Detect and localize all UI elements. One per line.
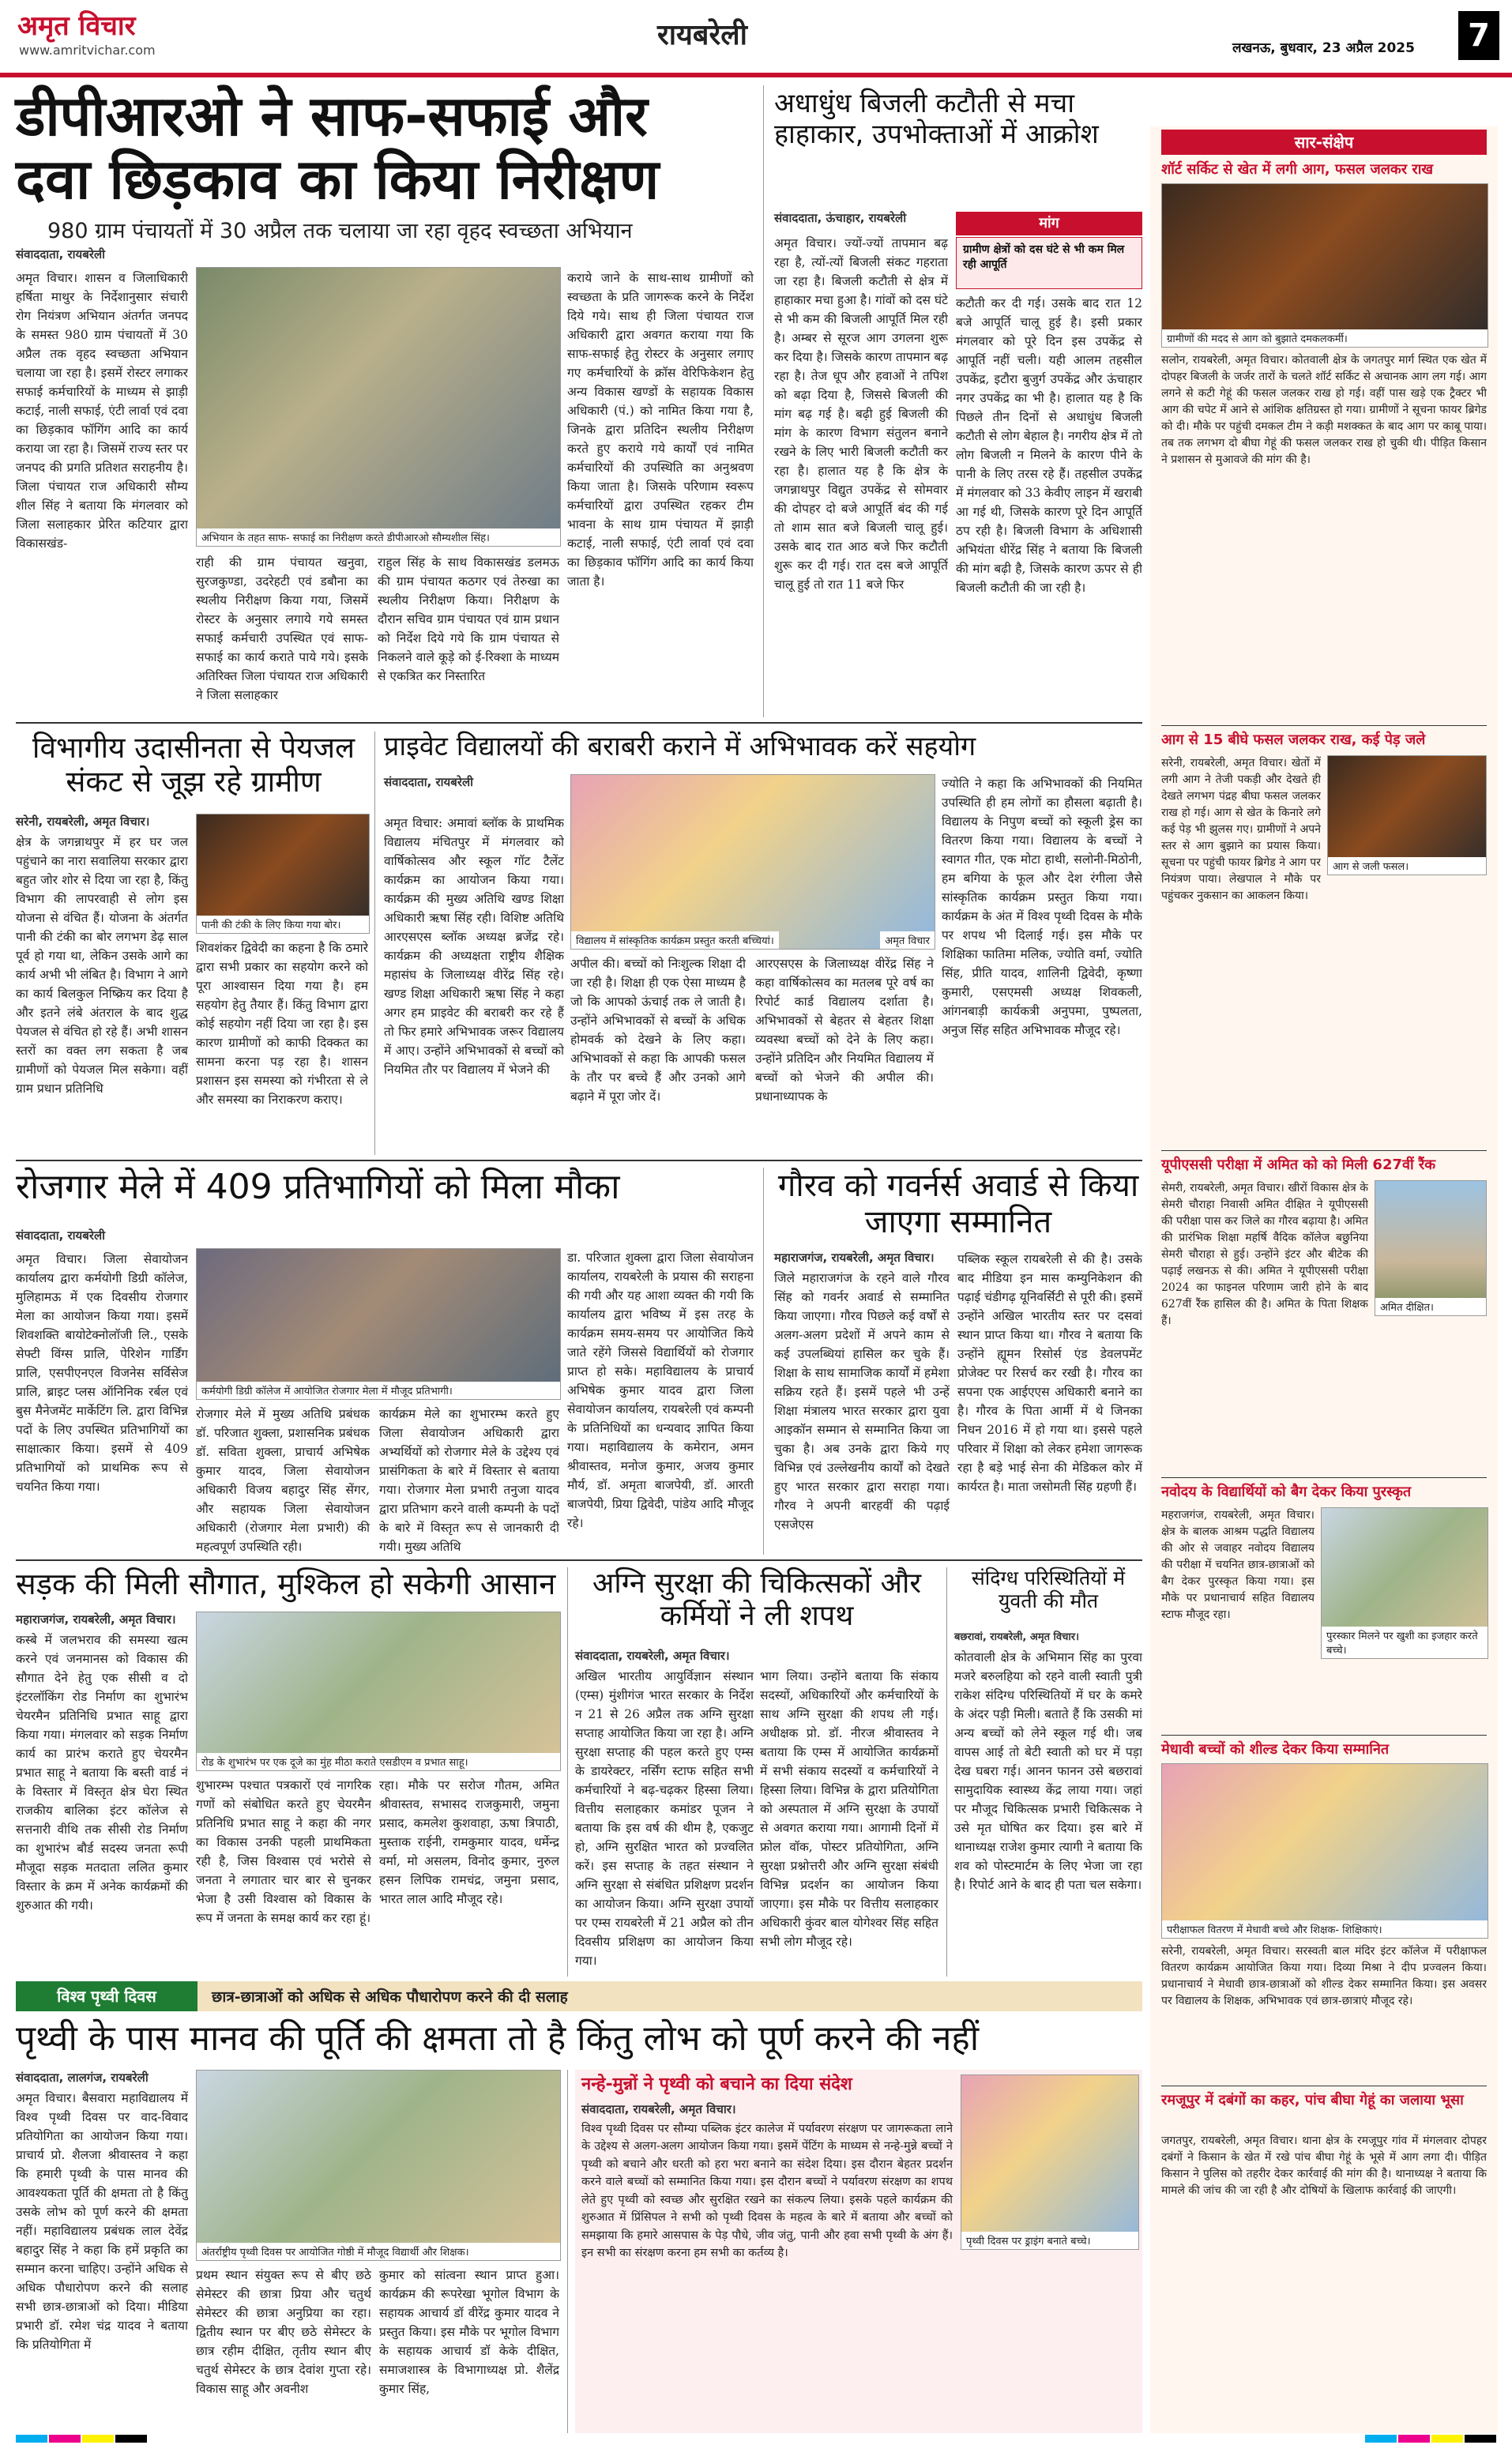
road-col-2: शुभारम्भ पश्चात पत्रकारों एवं नागरिक गणों को संबोधित करते हुए चेयरमैन प्रतिनिधि प्रभात साहू ने कहा की नगर का विकास उनकी पहली प्राथमिकता रही है, जिस विश्वास एवं भरोसे से जनता ने लगातार चार बार से चुनकर भेजा है उसी विश्वास को विकास के रूप में जनता के समक्ष कार्य कर रहा हूं।: [196, 1778, 371, 1926]
death-byline: बछरावां, रायबरेली, अमृत विचार।: [954, 1631, 1079, 1643]
column-divider: [567, 2070, 568, 2433]
fire-headline: अग्नि सुरक्षा की चिकित्सकों और कर्मियों ने ली शपथ: [592, 1567, 922, 1633]
jobs-col-2: रोजगार मेले में मुख्य अतिथि प्रबंधक डॉ. परिजात शुक्ला, प्रशासनिक प्रबंधक डॉ. सविता शुक्ला, प्राचार्य अभिषेक कुमार यादव, जिला सेवायोजन अधिकारी विजय बहादुर सिंह सेंगर, और सहायक जिला सेवायोजन अधिकारी (रोजगार मेला प्रभारी) की महत्वपूर्ण उपस्थिति रही।: [196, 1407, 370, 1555]
sidebar-story-1-body: सलोन, रायबरेली, अमृत विचार। कोतवाली क्षेत्र के जगतपुर मार्ग स्थित एक खेत में दोपहर बिजली के जर्जर तारों के चलते शॉर्ट सर्किट से अचानक आग लग गई। आग लगने से कटी गेहूं की फसल जलकर राख हो गई। वहीं पास खड़े एक ट्रैक्टर भी आग की चपेट में आने से आंशिक क्षतिग्रस्त हो गया। ग्रामीणों ने सूचना फायर ब्रिगेड को दी। मौके पर पहुंची दमकल टीम ने कड़ी मशक्कत के बाद आग पर काबू पाया। तब तक लगभग दो बीघा गेहूं की फसल जलकर राख हो चुकी थी। पीड़ित किसान ने प्रशासन से मुआवजे की मांग की है।: [1161, 354, 1487, 466]
kids-headline: नन्हे-मुन्नों ने पृथ्वी को बचाने का दिया संदेश: [581, 2074, 852, 2094]
lead-byline: संवाददाता, रायबरेली: [16, 247, 106, 261]
sidebar-divider: [1161, 1735, 1487, 1736]
earth-day-byline: संवाददाता, लालगंज, रायबरेली: [16, 2071, 149, 2085]
road-byline: महाराजगंज, रायबरेली, अमृत विचार।: [16, 1612, 176, 1627]
award-col-2: पब्लिक स्कूल रायबरेली से की है। उसके बाद मीडिया इन मास कम्युनिकेशन की पढ़ाई चंडीगढ़ यूनिवर्सिटी से पूरी की। इसमें उन्होंने अखिल भारतीय स्तर पर दसवां स्थान प्राप्त किया था। गौरव ने बताया कि उन्होंने ह्यूमन रिसोर्स एंड डेवलपमेंट प्रोजेक्ट पर रिसर्च कर रखी है। गौरव का सपना एक आईएएस अधिकारी बनाने का है। गौरव के पिता आर्मी में थे जिनका निधन 2016 में हो गया था। इससे पहले परिवार में शिक्षा को लेकर हमेशा जागरूक रहा है बड़े भाई सेना की मेडिकल कोर में कार्यरत है। माता जसोमती सिंह ग्रहणी हैं।: [957, 1252, 1142, 1495]
sidebar-story-4-headline: नवोदय के विद्यार्थियों को बैग देकर किया पुरस्कृत: [1161, 1484, 1412, 1500]
jobs-col-1: अमृत विचार। जिला सेवायोजन कार्यालय द्वारा कर्मयोगी डिग्री कॉलेज, मुलिहामऊ में एक दिवसीय रोजगार मेला का आयोजन किया गया। इसमें शिवशक्ति बायोटेक्नोलॉजी लि., एसके सेफ्टी विंग्स प्रालि, पेरिशेन गार्डिंग प्रालि, एसपीएनएल विजनेस सर्विसेज प्रालि, ब्राइट प्लस ऑनिनिक रर्बल एवं बुस मैनेजमेंट मार्केटिंग लि. द्वारा विभिन्न पदों के लिए उपस्थित प्रतिभागियों का साक्षात्कार किया। इसमें से 409 प्रतिभागियों को प्राथमिक रूप से चयनित किया गया।: [16, 1252, 188, 1495]
sidebar-story-6-body: जगतपुर, रायबरेली, अमृत विचार। थाना क्षेत्र के रमजूपुर गांव में मंगलवार दोपहर दबंगों ने किसान के खेत में रखे पांच बीघा गेहूं के भूसे में आग लगा दी। पीड़ित किसान ने पुलिस को तहरीर देकर कार्रवाई की मांग की है। थानाध्यक्ष ने बताया कि मामले की जांच की जा रही है और दोषियों के खिलाफ कार्रवाई की जाएगी।: [1161, 2135, 1487, 2197]
water-col-2: शिवशंकर द्विवेदी का कहना है कि ठमारे द्वारा सभी प्रकार का सहयोग करने को पूरा आश्वासन दिया गया है। हम सहयोग हेतु तैयार हैं। किंतु विभाग द्वारा कोई सहयोग नहीं दिया जा रहा है। इस कारण ग्रामीणों को काफी दिक्कत का सामना करना पड़ रहा है। शासन प्रशासन इस समस्या को गंभीरता से ले और समस्या का निराकरण कराए।: [196, 941, 368, 1108]
sidebar-story-2-photo: [1327, 755, 1487, 875]
school-col-1: अमृत विचार: अमावां ब्लॉक के प्राथमिक विद्यालय मंचितपुर में मंगलवार को वार्षिकोत्सव और स्कूल गॉट टैलेंट कार्यक्रम का आयोजन किया गया। कार्यक्रम की मुख्य अतिथि खण्ड शिक्षा अधिकारी ऋषा सिंह रही। विशिष्ट अतिथि आरएसएस ब्लॉक अध्यक्ष ब्रजेंद्र रहे। कार्यक्रम की अध्यक्षता राष्ट्रीय शैक्षिक महासंघ के जिलाध्यक्ष वीरेंद्र सिंह रहे। खण्ड शिक्षा अधिकारी ऋषा सिंह ने कहा अगर हम प्राइवेट की बराबरी कर रहे हैं तो फिर हमारे अभिभावक जरूर विद्यालय में आए। उन्होंने अभिभावकों से बच्चों को नियमित तौर पर विद्यालय में भेजने की: [384, 816, 564, 1078]
sidebar-story-3-photo: [1375, 1180, 1487, 1316]
sidebar-story-1-caption: ग्रामीणों की मदद से आग को बुझाते दमकलकर्मी।: [1162, 329, 1488, 347]
school-photo-credit: अमृत विचार: [880, 931, 935, 949]
sidebar-story-2-body: सरेनी, रायबरेली, अमृत विचार। खेतों में लगी आग ने तेजी पकड़ी और देखते ही देखते लगभग पंद्रह बीघा फसल जलकर राख हो गई। आग से खेत के किनारे लगे कई पेड़ भी झुलस गए। ग्रामीणों ने अपने स्तर से आग बुझाने का प्रयास किया। सूचना पर पहुंची फायर ब्रिगेड ने आग पर नियंत्रण पाया। लेखपाल ने मौके पर पहुंचकर नुकसान का आकलन किया।: [1161, 757, 1321, 902]
earth-day-headline: पृथ्वी के पास मानव की पूर्ति की क्षमता तो है किंतु लोभ को पूर्ण करने की नहीं: [16, 2018, 980, 2059]
road-col-1: कस्बे में जलभराव की समस्या खत्म करने एवं जनमानस को विकास की सौगात देने हेतु एक सीसी व दो इंटरलॉकिंग रोड निर्माण का शुभारंभ चेयरमैन प्रतिनिधि प्रभात साहू द्वारा किया गया। मंगलवार को सड़क निर्माण कार्य का प्रारंभ कराते हुए चेयरमैन प्रभात साहू ने बताया कि बस्ती वार्ड नं के विस्तार में विस्तृत क्षेत्र घेरा स्थित राजकीय बालिका इंटर कॉलेज से सत्तनारी वीथि तक सीसी रोड निर्माण का शुभारंभ बौर्ड सदस्य जनता रूपी मौजूदा सड़क मतदाता ललित कुमार विस्तार के क्रम में अनेक कार्यक्रमों की शुरुआत की गयी।: [16, 1633, 188, 1913]
sidebar-story-1-headline: शॉर्ट सर्किट से खेत में लगी आग, फसल जलकर राख: [1161, 161, 1434, 178]
sidebar-tag: सार-संक्षेप: [1161, 130, 1487, 155]
school-col-2: अपील की। बच्चों को निःशुल्क शिक्षा दी जा रही है। शिक्षा ही एक ऐसा माध्यम है जो कि आपको ऊंचाई तक ले जाती है। उन्होंने अभिभावकों से बच्चों के अधिक होमवर्क को देखने के लिए कहा। अभिभावकों से कहा कि आपकी फसल के तौर पर बच्चे हैं और उनको आगे बढ़ाने में पूरा जोर दें।: [570, 957, 746, 1104]
sidebar-story-4-caption: पुरस्कार मिलने पर खुशी का इजहार करते बच्चे।: [1322, 1627, 1488, 1658]
section-rule: [16, 1160, 1142, 1161]
lead-photo: [196, 267, 561, 547]
lead-col-4: कराये जाने के साथ-साथ ग्रामीणों को स्वच्छता के प्रति जागरूक करने के निर्देश दिये गये। साथ ही जिला पंचायत राज अधिकारी द्वारा अवगत कराया गया कि साफ-सफाई हेतु रोस्टर के अनुसार लगाए गए कर्मचारियों के क्रॉस वेरिफिकेशन हेतु अन्य विकास खण्डों के सहायक विकास अधिकारी (पं.) को नामित किया गया है, जिनके द्वारा प्रतिदिन स्थलीय निरीक्षण करते हुए कराये गये कार्यों एवं नामित कर्मचारियों की उपस्थिति का अनुश्रवण किया जाता है। जिसके परिणाम स्वरूप कर्मचारियों द्वारा उपस्थित रहकर टीम भावना के साथ ग्राम पंचायत में झाड़ी कटाई, नाली सफाई, एंटी लार्वा एवं दवा का छिड़काव फॉगिंग आदि का कार्य किया जाता है।: [567, 271, 754, 589]
kids-photo-caption: पृथ्वी दिवस पर ड्राइंग बनाते बच्चे।: [961, 2232, 1138, 2249]
lead-headline-line2: दवा छिड़काव का किया निरीक्षण: [16, 147, 660, 212]
power-col-1: अमृत विचार। ज्यों-ज्यों तापमान बढ़ रहा है, त्यों-त्यों बिजली संकट गहराता जा रहा है। बिजली कटौती से क्षेत्र में हाहाकार मचा हुआ है। गांवों को दस घंटे से भी कम की बिजली आपूर्ति मिल रही है। अम्बर से सूरज आग उगलना शुरू कर दिया है। जिसके कारण तापमान बढ़ रहा है। तेज धूप और हवाओं ने तपिश को बढ़ा दिया है, जिससे बिजली की मांग बढ़ गई है। बढ़ी हुई बिजली की मांग के कारण विभाग संतुलन बनाने रखने के लिए भारी बिजली कटौती कर रहा है। हालात यह है कि क्षेत्र के जगन्नाथपुर विद्युत उपकेंद्र से सोमवार की दोपहर दो बजे आपूर्ति बंद की गई तो शाम सात बजे बिजली चालू हुई। उसके बाद रात आठ बजे फिर कटौती शुरू कर दी गई। रात दस बजे आपूर्ति चालू हुई तो रात 11 बजे फिर: [774, 236, 948, 592]
jobs-col-3: कार्यक्रम मेले का शुभारम्भ करते हुए जिला सेवायोजन अधिकारी द्वारा अभ्यर्थियों को रोजगार मेले के उद्देश्य एवं प्रासंगिकता के बारे में विस्तार से बताया गया। रोजगार मेला प्रभारी तनुजा यादव द्वारा प्रतिभाग करने वाली कम्पनी के पदों के बारे में विस्तृत रूप से जानकारी दी गयी। मुख्य अतिथि: [379, 1407, 559, 1555]
website-url[interactable]: www.amritvichar.com: [19, 43, 156, 58]
earth-day-photo: [196, 2070, 561, 2261]
print-mark-black: [115, 2435, 147, 2443]
newspaper-logo: अमृत विचार: [17, 10, 136, 42]
death-headline: संदिग्ध परिस्थितियों में युवती की मौत: [971, 1567, 1126, 1612]
award-col-1: जिले महाराजगंज के रहने वाले गौरव सिंह को गवर्नर अवार्ड से सम्मानित किया जाएगा। गौरव पिछले कई वर्षों से अलग-अलग प्रदेशों में अपने काम से कई उपलब्धियां हासिल कर चुके हैं। शिक्षा के साथ सामाजिक कार्यों में हमेशा सक्रिय रहते हैं। इसमें पहले भी उन्हें शिक्षा मंत्रालय भारत सरकार द्वारा युवा आइकॉन सम्मान से सम्मानित किया जा चुका है। अब उनके द्वारा किये गए विभिन्न एवं उल्लेखनीय कार्यों को देखते हुए भारत सरकार द्वारा सराहा गया। गौरव ने अपनी बारहवीं की पढ़ाई एसजेएस: [774, 1271, 950, 1533]
power-col-2: कटौती कर दी गई। उसके बाद रात 12 बजे आपूर्ति चालू हुई है। इसी प्रकार मंगलवार को पूरे दिन इस उपकेंद्र से आपूर्ति नहीं चली। यही आलम तहसील उपकेंद्र, इटौरा बुजुर्ग उपकेंद्र और ऊंचाहार नगर उपकेंद्र का भी है। हालात यह है कि पिछले तीन दिनों से अधाधुंध बिजली कटौती से लोग बेहाल है। नगरीय क्षेत्र में तो लोग बिजली न मिलने के कारण पीने के पानी के लिए तरस रहे हैं। तहसील उपकेंद्र में मंगलवार को 33 केवीए लाइन में खराबी आ गई थी, जिसके कारण पूरे दिन आपूर्ति ठप रही है। बिजली विभाग के अधिशासी अभियंता धीरेंद्र सिंह ने बताया कि बिजली की मांग बढ़ी है, जिसके कारण ऊपर से ही बिजली कटौती की जा रही है।: [956, 296, 1142, 596]
lead-headline-line1: डीपीआरओ ने साफ-सफाई और: [16, 84, 648, 149]
fire-col-2: भाग लिया। उन्होंने बताया कि संकाय सदस्यों, अधिकारियों और कर्मचारियों के साथ अग्नि सुरक्षा की शपथ ली गई। अधीक्षक प्रो. डॉ. नीरज श्रीवास्तव ने बताया कि एम्स में आयोजित कार्यक्रमों में सभी संकाय सदस्यों व कर्मचारियों ने हिस्सा लिया। विभिन्न के द्वारा प्रतियोगिता को अस्पताल में अग्नि सुरक्षा के उपायों से अवगत कराया गया। आगामी दिनों में फ्रोल वॉक, पोस्टर प्रतियोगिता, अग्नि सुरक्षा प्रश्नोत्तरी और अग्नि सुरक्षा संबंधी विभिन्न प्रदर्शन का आयोजन किया जाएगा। इस मौके पर वित्तीय सलाहकार अधिकारी कुंवर बाल योगेश्वर सिंह सहित सभी लोग मौजूद रहे।: [760, 1669, 938, 1950]
sidebar-story-1-photo: [1161, 183, 1488, 348]
column-divider: [567, 1567, 568, 1977]
section-rule: [16, 1559, 1142, 1561]
water-headline: विभागीय उदासीनता से पेयजल संकट से जूझ रहे ग्रामीण: [32, 731, 355, 799]
school-photo: [570, 774, 935, 950]
school-byline: संवाददाता, रायबरेली: [384, 775, 474, 789]
sidebar-story-3-headline: यूपीएससी परीक्षा में अमित को को मिली 627वीं रैंक: [1161, 1157, 1436, 1173]
road-photo-caption: रोड के शुभारंभ पर एक दूजे का मुंह मीठा कराते एसडीएम व प्रभात साहू।: [197, 1753, 560, 1770]
jobs-byline: संवाददाता, रायबरेली: [16, 1228, 106, 1243]
sidebar-story-3-body: सेमरी, रायबरेली, अमृत विचार। खीरों विकास क्षेत्र के सेमरी चौराहा निवासी अमित दीक्षित ने यूपीएससी की परीक्षा पास कर जिले का गौरव बढ़ाया है। अमित की प्रारंभिक शिक्षा महर्षि वैदिक कॉलेज बछुनिया सेमरी चौराहा से हुई। उन्होंने इंटर और बीटेक की पढ़ाई लखनऊ से की। अमित ने यूपीएससी परीक्षा 2024 का फाइनल परिणाम जारी होने के बाद 627वीं रैंक हासिल की है। अमित के पिता शिक्षक हैं।: [1161, 1182, 1368, 1327]
print-mark-cyan: [16, 2435, 47, 2443]
sidebar-story-3-caption: अमित दीक्षित।: [1375, 1298, 1486, 1315]
masthead-rule: [0, 73, 1512, 77]
earth-day-col-1: अमृत विचार। बैसवारा महाविद्यालय में विश्व पृथ्वी दिवस पर वाद-विवाद प्रतियोगिता का आयोजन किया गया। प्राचार्य प्रो. शैलजा श्रीवास्तव ने कहा कि हमारी पृथ्वी के पास मानव की आवश्यकता पूर्ति की क्षमता तो है किंतु उसके लोभ को पूर्ण करने की क्षमता नहीं। महाविद्यालय प्रबंधक लाल देवेंद्र बहादुर सिंह ने कहा कि हमें प्रकृति का सम्मान करना चाहिए। उन्होंने अधिक से अधिक पौधारोपण करने की सलाह सभी छात्र-छात्राओं को दिया। मीडिया प्रभारी डॉ. रमेश चंद्र यादव ने बताया कि प्रतियोगिता में: [16, 2091, 188, 2353]
power-demand-tag: मांग: [956, 212, 1142, 235]
page-number: 7: [1458, 11, 1499, 60]
jobs-photo-caption: कर्मयोगी डिग्री कॉलेज में आयोजित रोजगार मेला में मौजूद प्रतिभागी।: [197, 1382, 560, 1399]
sidebar-story-4-body: महराजगंज, रायबरेली, अमृत विचार। क्षेत्र के बालक आश्रम पद्धति विद्यालय की ओर से जवाहर नवोदय विद्यालय की परीक्षा में चयनित छात्र-छात्राओं को बैग देकर पुरस्कृत किया गया। इस मौके पर प्रधानाचार्य सहित विद्यालय स्टाफ मौजूद रहा।: [1161, 1509, 1315, 1621]
lead-subheadline: 980 ग्राम पंचायतों में 30 अप्रैल तक चलाया जा रहा वृहद स्वच्छता अभियान: [47, 219, 633, 243]
lead-col-3: राहुल सिंह के साथ विकासखंड डलमऊ की ग्राम पंचायत कठगर एवं तेरुखा का स्थलीय निरीक्षण किया। निरीक्षण के दौरान सचिव ग्राम पंचायत एवं ग्राम प्रधान को निर्देश दिये गये कि ग्राम पंचायत से निकलने वाले कूड़े को ई-रिक्शा के माध्यम से एकत्रित कर निस्तारित: [378, 555, 559, 684]
print-mark-yellow: [1431, 2435, 1463, 2443]
column-divider: [374, 732, 375, 1155]
road-col-3: रहा। मौके पर सरोज गौतम, अमित श्रीवास्तव, सभासद राजकुमारी, जमुना प्रसाद, कमलेश कुशवाहा, ऊषा त्रिपाठी, मुस्ताक राईनी, रामकुमार यादव, धर्मेन्द्र वर्मा, मो असलम, विनोद कुमार, नुरुल हसन लिपिक रामचंद्र, जमुना प्रसाद, भारत लाल आदि मौजूद रहे।: [379, 1778, 559, 1907]
kids-body: विश्व पृथ्वी दिवस पर सौम्या पब्लिक इंटर कालेज में पर्यावरण संरक्षण पर जागरूकता लाने के उद्देश्य से अलग-अलग आयोजन किया गया। इसमें पेंटिंग के माध्यम से नन्हे-मुन्ने बच्चों ने पृथ्वी को बचाने और धरती को हरा भरा बनाने का संदेश दिया। इस दौरान बेहतर प्रदर्शन करने वाले बच्चों को सम्मानित किया गया। इस दौरान बच्चों ने पर्यावरण संरक्षण का शपथ लेते हुए पृथ्वी को स्वच्छ और सुरक्षित रखने का संकल्प लिया। इसके पहले कार्यक्रम की शुरुआत में प्रिंसिपल ने सभी को पृथ्वी दिवस के महत्व के बारे में बताया और बच्चों को समझाया कि हमारे आसपास के पेड़ पौधे, जीव जंतु, पानी और हवा सभी पृथ्वी के अंग हैं। इन सभी का संरक्षण करना हम सभी का कर्तव्य है।: [581, 2123, 953, 2260]
water-photo: [196, 814, 370, 934]
print-mark-magenta: [1398, 2435, 1430, 2443]
sidebar-story-5-body: सरेनी, रायबरेली, अमृत विचार। सरस्वती बाल मंदिर इंटर कॉलेज में परीक्षाफल वितरण कार्यक्रम आयोजित किया गया। दिव्या मिश्रा ने दीप प्रज्वलन किया। प्रधानाचार्य ने मेधावी छात्र-छात्राओं को शील्ड देकर सम्मानित किया। इस अवसर पर विद्यालय के शिक्षक, अभिभावक एवं छात्र-छात्राएं मौजूद रहे।: [1161, 1945, 1487, 2007]
water-col-1: क्षेत्र के जगन्नाथपुर में हर घर जल पहुंचाने का नारा सवालिया सरकार द्वारा बहुत जोर शोर से दिया जा रहा है, किंतु विभाग की लापरवाही से लोग इस योजना से वंचित हैं। योजना के अंतर्गत पानी की टंकी का बोर लगभग डेढ़ साल पूर्व हो गया था, लेकिन उसके आगे का कार्य अभी भी लंबित है। विभाग ने आगे का कार्य बिलकुल निष्क्रिय कर दिया है और इतने लंबे अंतराल के बाद शुद्ध पेयजल से वंचित हो रहे हैं। अभी शासन स्तरों का वक्त लग सकता है जब ग्रामीणों को पेयजल मिल सकेगा। वहीं ग्राम प्रधान प्रतिनिधि: [16, 835, 188, 1096]
sidebar-story-2-headline: आग से 15 बीघे फसल जलकर राख, कई पेड़ जले: [1161, 732, 1426, 748]
fire-col-1: अखिल भारतीय आयुर्विज्ञान संस्थान (एम्स) मुंशीगंज भारत सरकार के निर्देश न 21 से 26 अप्रैल तक अग्नि सुरक्षा सप्ताह आयोजित किया जा रहा है। अग्नि सुरक्षा सप्ताह की पहल करते हुए एम्स के डायरेक्टर, नर्सिंग स्टाफ सहित सभी कर्मचारियों ने बढ़-चढ़कर हिस्सा लिया। वित्तीय सलाहकार कमांडर पूजन ने बताया कि इस वर्ष की थीम है, एकजुट हो, अग्नि सुरक्षित भारत को प्रज्वलित करें। इस सप्ताह के तहत संस्थान ने अग्नि सुरक्षा से संबंधित प्रशिक्षण प्रदर्शन का आयोजन किया। अग्नि सुरक्षा उपायों पर एम्स रायबरेली में 21 अप्रैल को तीन दिवसीय प्रशिक्षण का आयोजन किया गया।: [575, 1669, 754, 1969]
column-divider: [763, 1168, 764, 1555]
road-photo: [196, 1612, 561, 1771]
water-byline: सरेनी, रायबरेली, अमृत विचार।: [16, 814, 150, 829]
power-byline: संवाददाता, ऊंचाहार, रायबरेली: [774, 211, 907, 225]
jobs-headline: रोजगार मेले में 409 प्रतिभागियों को मिला मौका: [16, 1167, 620, 1207]
earth-day-photo-caption: अंतर्राष्ट्रीय पृथ्वी दिवस पर आयोजित गोष्ठी में मौजूद विद्यार्थी और शिक्षक।: [197, 2243, 560, 2260]
column-divider: [763, 85, 764, 717]
fire-byline: संवाददाता, रायबरेली, अमृत विचार।: [575, 1649, 730, 1663]
print-mark-yellow: [82, 2435, 114, 2443]
sidebar-story-5-headline: मेधावी बच्चों को शील्ड देकर किया सम्मानित: [1161, 1741, 1390, 1758]
jobs-col-4: डा. परिजात शुक्ला द्वारा जिला सेवायोजन कार्यालय, रायबरेली के प्रयास की सराहना की गयी और यह आशा व्यक्त की गयी कि कार्यालय द्वारा भविष्य में इस तरह के कार्यक्रम समय-समय पर आयोजित किये जाते रहेंगे जिससे विद्यार्थियों को रोजगार प्राप्त हो सके। महाविद्यालय के प्राचार्य अभिषेक कुमार यादव द्वारा जिला सेवायोजन कार्यालय, रायबरेली एवं कम्पनी के प्रतिनिधियों का धन्यवाद ज्ञापित किया गया। महाविद्यालय के कमेरान, अमन श्रीवास्तव, मनोज कुमार, अजय कुमार मौर्य, डॉ. अमृता बाजपेयी, डॉ. आरती बाजपेयी, प्रिया द्विवेदी, पांडेय आदि मौजूद रहे।: [567, 1251, 754, 1531]
earth-day-kicker: छात्र-छात्राओं को अधिक से अधिक पौधारोपण करने की दी सलाह: [212, 1988, 568, 2006]
school-col-4: ज्योति ने कहा कि अभिभावकों की नियमित उपस्थिति ही हम लोगों का हौसला बढ़ाती है। विद्यालय के निपुण बच्चों को स्कूली ड्रेस का वितरण किया गया। विद्यालय के बच्चों ने स्वागत गीत, एक मोटा हाथी, सलोनी-मिठोनी, हम बगिया के फूल और देश रंगीला जैसे सांस्कृतिक कार्यक्रम प्रस्तुत किया गया। कार्यक्रम के अंत में विश्व पृथ्वी दिवस के मौके पर शपथ भी दिलाई गई। इस मौके पर शिक्षिका फातिमा मलिक, ज्योति वर्मा, ज्योति सिंह, प्रीति यादव, शालिनी द्विवेदी, कृष्णा कुमारी, एसएमसी अध्यक्ष शिवकली, आंगनबाड़ी कार्यकत्री अनुपमा, पुष्पलता, अनुज सिंह सहित अभिभावक मौजूद रहे।: [942, 777, 1142, 1038]
school-col-3: आरएसएस के जिलाध्यक्ष वीरेंद्र सिंह ने कहा वार्षिकोत्सव का मतलब पूरे वर्ष का रिपोर्ट कार्ड विद्यालय दर्शाता है। अभिभावकों से बेहतर से बेहतर शिक्षा व्यवस्था बच्चों को देने के लिए कहा। उन्होंने प्रतिदिन और नियमित विद्यालय में बच्चों को भेजने की अपील की। प्रधानाध्यापक के: [755, 957, 934, 1104]
sidebar-divider: [1161, 1150, 1487, 1151]
kids-byline: संवाददाता, रायबरेली, अमृत विचार।: [581, 2102, 736, 2116]
road-headline: सड़क की मिली सौगात, मुश्किल हो सकेगी आसान: [16, 1567, 556, 1601]
power-headline: अधाधुंध बिजली कटौती से मचा हाहाकार, उपभोक्ताओं में आक्रोश: [774, 88, 1099, 151]
power-demand-text: ग्रामीण क्षेत्रों को दस घंटे से भी कम मिल रही आपूर्ति: [963, 243, 1125, 271]
water-photo-caption: पानी की टंकी के लिए किया गया बोर।: [197, 916, 369, 933]
lead-col-2: राही की ग्राम पंचायत खनुवा, सुरजकुण्डा, उदरेहटी एवं डबौना का स्थलीय निरीक्षण किया गया, जिसमें रोस्टर के अनुसार लगाये गये समस्त सफाई कर्मचारी उपस्थित एवं साफ-सफाई का कार्य कराते पाये गये। इसके अतिरिक्त जिला पंचायत राज अधिकारी ने जिला सलाहकार: [196, 555, 368, 703]
print-mark-magenta: [49, 2435, 81, 2443]
sidebar-story-5-caption: परीक्षाफल वितरण में मेधावी बच्चे और शिक्षक- शिक्षिकाएं।: [1162, 1920, 1488, 1938]
kids-photo: [961, 2074, 1139, 2250]
sidebar-story-5-photo: [1161, 1763, 1488, 1939]
school-headline: प्राइवेट विद्यालयों की बराबरी कराने में अभिभावक करें सहयोग: [384, 731, 976, 762]
issue-date: लखनऊ, बुधवार, 23 अप्रैल 2025: [1232, 40, 1415, 56]
sidebar-divider: [1161, 725, 1487, 726]
death-col-1: कोतवाली क्षेत्र के अभिमान सिंह का पुरवा मजरे बरुलहिया को रहने वाली स्वाती पुत्री राकेश संदिग्ध परिस्थितियों में घर के कमरे के अंदर पड़ी मिली। बताते हैं कि उसकी मां अन्य बच्चों को लेने स्कूल गई थी। जब वापस आई तो बेटी स्वाती को घर में पड़ा देख घबरा गई। आनन फानन उसे बछरावां सामुदायिक स्वास्थ्य केंद्र लाया गया। जहां पर मौजूद चिकित्सक प्रभारी चिकित्सक ने उसे मृत घोषित कर दिया। इस बारे में थानाध्यक्ष राजेश कुमार त्यागी ने बताया कि शव को पोस्टमार्टम के लिए भेजा जा रहा है। रिपोर्ट आने के बाद ही पता चल सकेगा।: [954, 1650, 1142, 1893]
award-headline: गौरव को गवर्नर्स अवार्ड से किया जाएगा सम्मानित: [777, 1168, 1139, 1240]
lead-photo-caption: अभियान के तहत साफ- सफाई का निरीक्षण करते डीपीआरओ सौम्यशील सिंह।: [197, 528, 560, 546]
section-rule: [16, 722, 1142, 724]
earth-day-col-2: प्रथम स्थान संयुक्त रूप से बीए छठे सेमेस्टर की छात्रा प्रिया और चतुर्थ सेमेस्टर की छात्रा अनुप्रिया का रहा। द्वितीय स्थान पर बीए छठे सेमेस्टर के छात्र रहीम दीक्षित, तृतीय स्थान बीए चतुर्थ सेमेस्टर के छात्र देवांश गुप्ता रहे। विकास साहू और अवनीश: [196, 2268, 371, 2397]
jobs-photo: [196, 1248, 561, 1400]
sidebar-divider: [1161, 1477, 1487, 1478]
print-mark-cyan: [1365, 2435, 1397, 2443]
edition-city: रायबरेली: [657, 19, 747, 51]
column-divider: [946, 1567, 947, 1977]
school-photo-caption: विद्यालय में सांस्कृतिक कार्यक्रम प्रस्तुत करती बच्चियां।: [571, 931, 779, 949]
earth-day-col-3: कुमार को सांत्वना स्थान प्राप्त हुआ। कार्यक्रम की रूपरेखा भूगोल विभाग के सहायक आचार्य डॉ वीरेंद्र कुमार यादव ने प्रस्तुत किया। इस मौके पर भूगोल विभाग के सहायक आचार्य डॉ केके दीक्षित, समाजशास्त्र के विभागाध्यक्ष प्रो. शैलेंद्र कुमार सिंह,: [379, 2268, 559, 2397]
earth-day-tag: विश्व पृथ्वी दिवस: [16, 1981, 197, 2011]
power-demand-box: [956, 237, 1142, 289]
sidebar-story-4-photo: [1321, 1507, 1488, 1659]
print-mark-black: [1465, 2435, 1496, 2443]
award-byline: महाराजगंज, रायबरेली, अमृत विचार।: [774, 1251, 935, 1265]
sidebar-story-2-caption: आग से जली फसल।: [1328, 857, 1486, 875]
lead-col-1: अमृत विचार। शासन व जिलाधिकारी हर्षिता माथुर के निर्देशानुसार संचारी रोग नियंत्रण अभियान अंतर्गत जनपद के समस्त 980 ग्राम पंचायतों में 30 अप्रैल तक वृहद स्वच्छता अभियान चलाया जा रहा है। इसमें रोस्टर लगाकर सफाई कर्मचारियों के माध्यम से झाड़ी कटाई, नाली सफाई, एंटी लार्वा एवं दवा का छिड़काव फॉगिंग आदि का कार्य कराया जा रहा है। जिसमें राज्य स्तर पर जनपद की प्रगति प्रतिशत सराहनीय है। जिला पंचायत राज अधिकारी सौम्य शील सिंह ने बताया कि मंगलवार को जिला सलाहकार प्रेरित कटियार द्वारा विकासखंड-: [16, 271, 188, 551]
sidebar-story-6-headline: रमजूपुर में दबंगों का कहर, पांच बीघा गेहूं का जलाया भूसा: [1161, 2092, 1464, 2108]
